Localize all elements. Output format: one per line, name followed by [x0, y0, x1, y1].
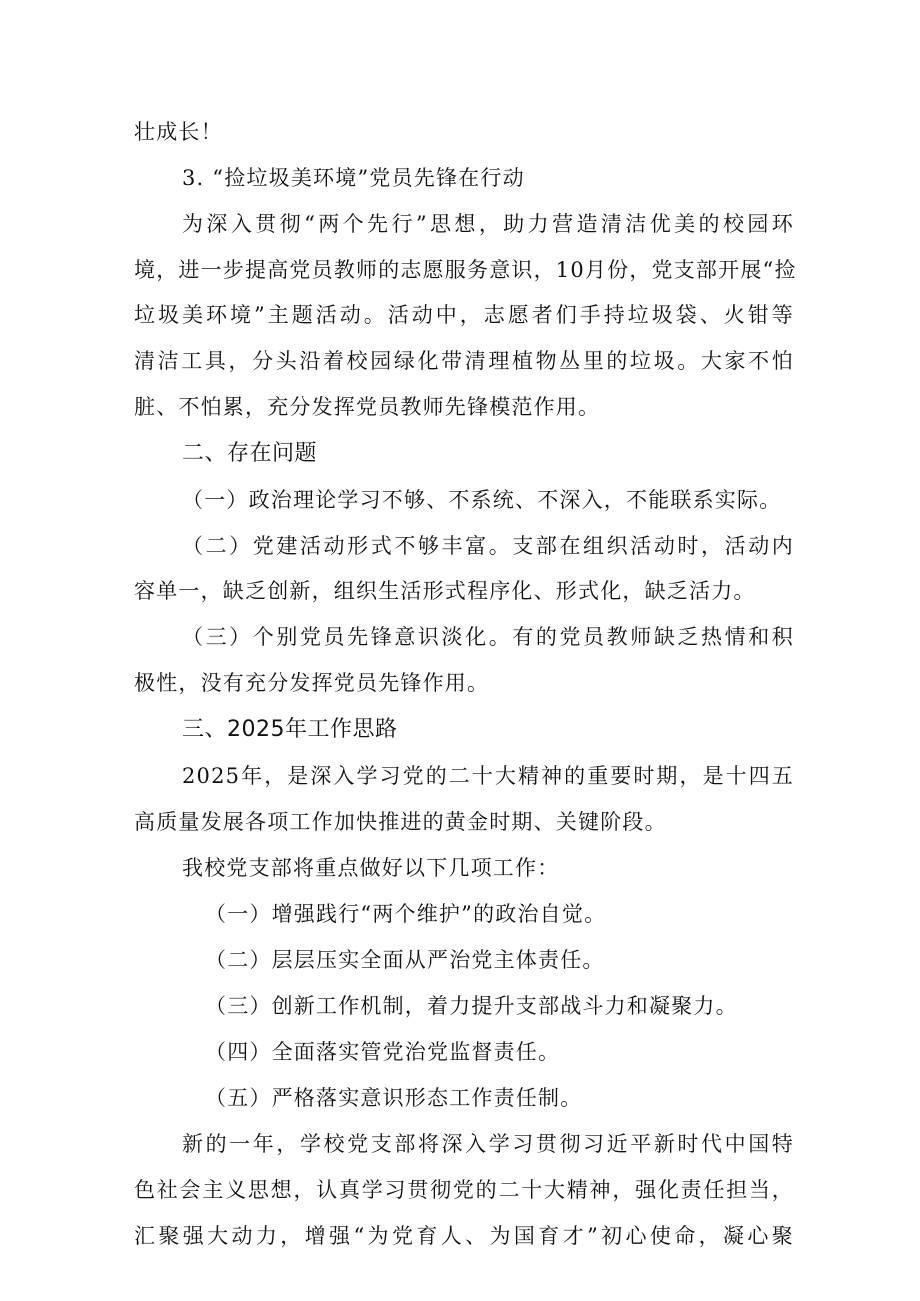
paragraph-line: 为深入贯彻“两个先行”思想，助力营造清洁优美的校园环 [182, 212, 794, 236]
paragraph-line: 我校党支部将重点做好以下几项工作： [182, 856, 560, 880]
paragraph-line: 2025年，是深入学习党的二十大精神的重要时期，是十四五 [182, 764, 794, 788]
section-subtitle: 3. “捡垃圾美环境”党员先锋在行动 [182, 166, 525, 190]
list-item: （三）个别党员先锋意识淡化。有的党员教师缺乏热情和积 [182, 625, 794, 649]
list-item: （一）政治理论学习不够、不系统、不深入，不能联系实际。 [182, 488, 782, 512]
paragraph-line: 境，进一步提高党员教师的志愿服务意识，10月份，党支部开展“捡 [134, 258, 797, 282]
paragraph-line: 壮成长！ [134, 120, 223, 144]
paragraph-line: 色社会主义思想，认真学习贯彻党的二十大精神，强化责任担当， [134, 1178, 794, 1202]
list-item: （三）创新工作机制，着力提升支部战斗力和凝聚力。 [205, 994, 738, 1018]
paragraph-line: 容单一，缺乏创新，组织生活形式程序化、形式化，缺乏活力。 [134, 579, 756, 603]
paragraph-line: 高质量发展各项工作加快推进的黄金时期、关键阶段。 [134, 810, 667, 834]
list-item: （一）增强践行“两个维护”的政治自觉。 [205, 902, 607, 926]
paragraph-line: 新的一年，学校党支部将深入学习贯彻习近平新时代中国特 [182, 1132, 794, 1156]
paragraph-line: 极性，没有充分发挥党员先锋作用。 [134, 671, 490, 695]
section-heading: 二、存在问题 [182, 441, 318, 466]
paragraph-line: 清洁工具，分头沿着校园绿化带清理植物丛里的垃圾。大家不怕 [134, 349, 794, 373]
section-heading: 三、2025年工作思路 [182, 717, 398, 742]
list-item: （二）党建活动形式不够丰富。支部在组织活动时，活动内 [182, 534, 794, 558]
paragraph-line: 脏、不怕累，充分发挥党员教师先锋模范作用。 [134, 395, 601, 419]
paragraph-line: 汇聚强大动力，增强“为党育人、为国育才”初心使命，凝心聚 [134, 1224, 794, 1248]
list-item: （二）层层压实全面从严治党主体责任。 [205, 948, 605, 972]
paragraph-line: 垃圾美环境”主题活动。活动中，志愿者们手持垃圾袋、火钳等 [134, 303, 794, 327]
list-item: （四）全面落实管党治党监督责任。 [205, 1040, 561, 1064]
list-item: （五）严格落实意识形态工作责任制。 [205, 1086, 583, 1110]
